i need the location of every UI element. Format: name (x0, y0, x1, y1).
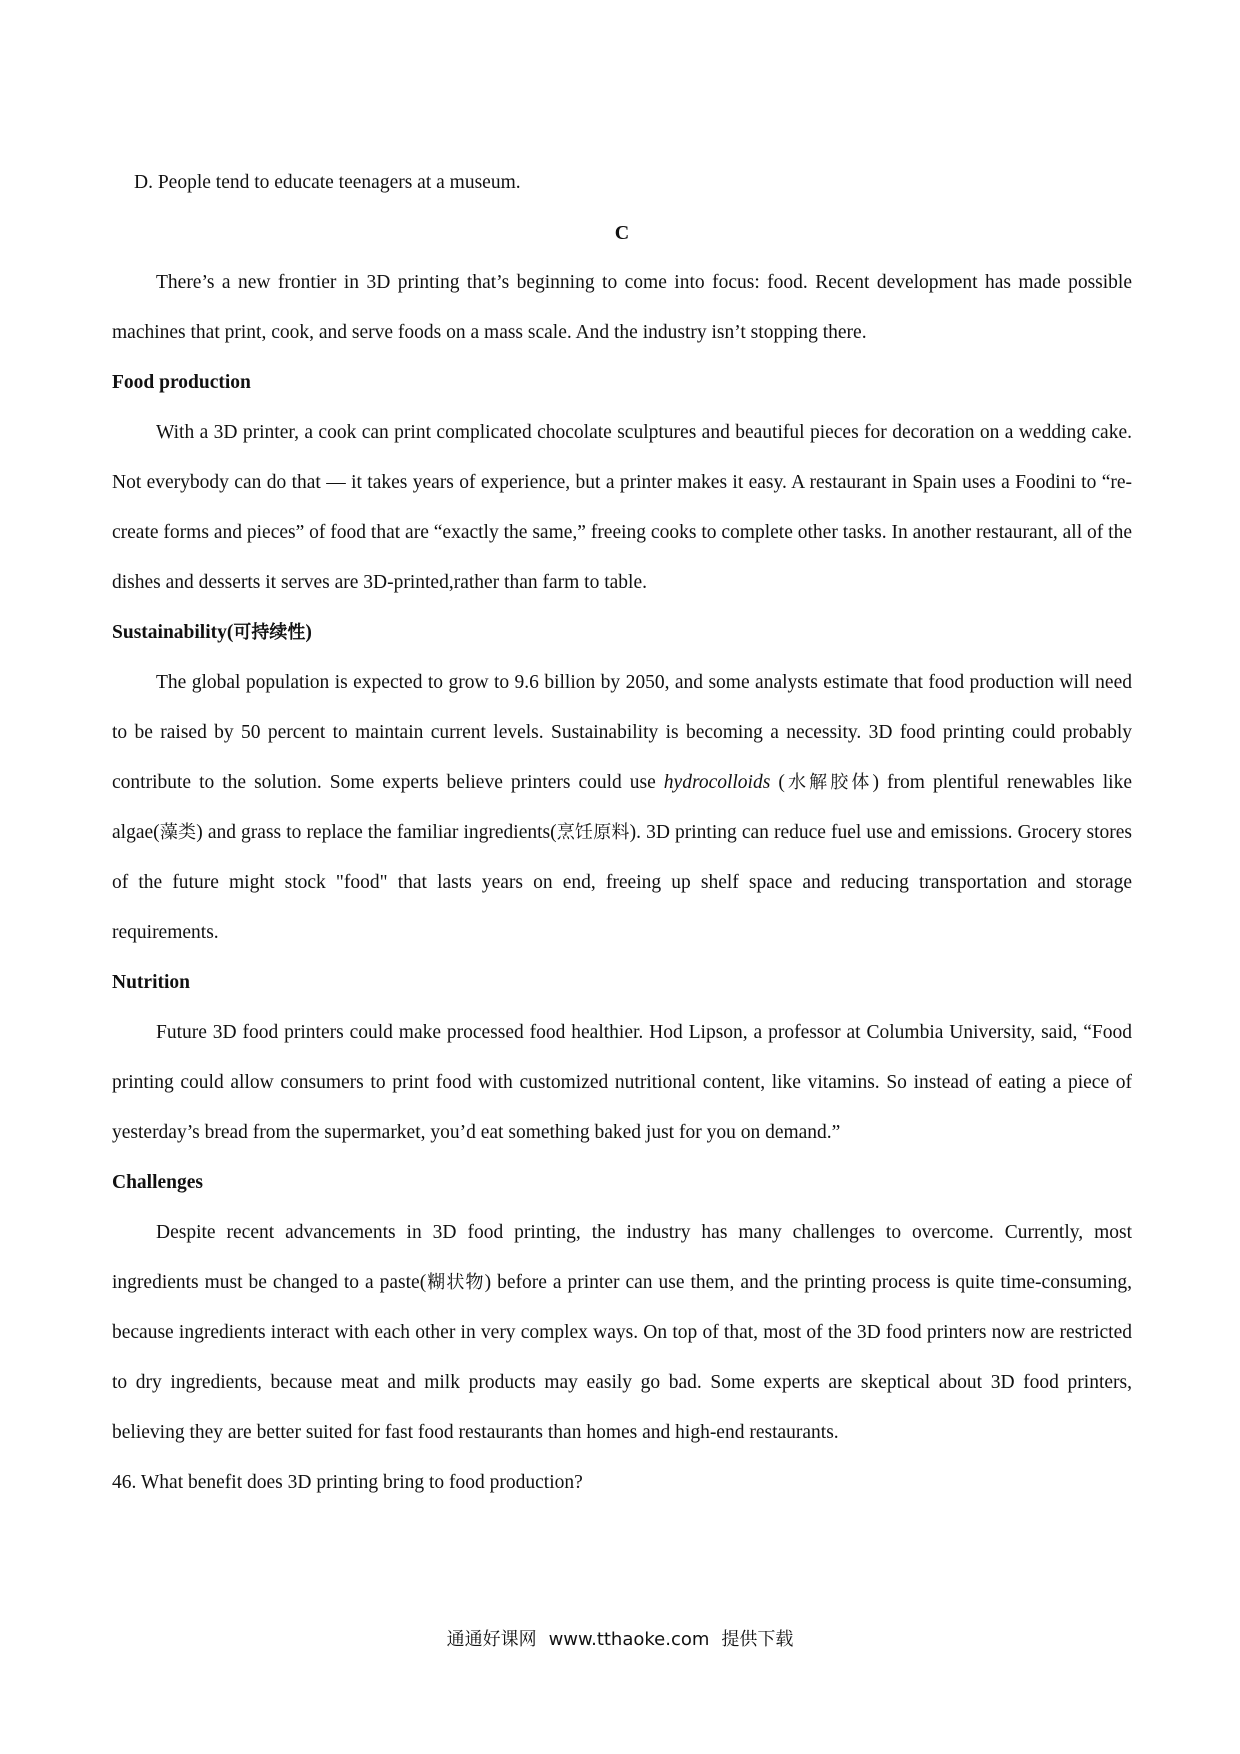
challenges-paragraph (112, 1208, 1132, 1458)
heading-sustainability-cn: 可持续性 (233, 622, 306, 643)
heading-sustainability (112, 608, 1132, 658)
sustainability-cn-3: 烹饪原料 (556, 822, 630, 843)
footer-note: 提供下载 (721, 1629, 794, 1650)
sustainability-text-2: ( (770, 772, 785, 793)
heading-challenges: Challenges (112, 1172, 204, 1193)
sustainability-paragraph (112, 658, 1132, 958)
answer-option-d: D. People tend to educate teenagers at a museum. (134, 172, 521, 193)
sustainability-cn-1: 水解胶体 (784, 772, 873, 793)
footer-site-name: 通通好课网 (446, 1629, 537, 1650)
challenges-text-2: ) before a printer can use them, and the printing process is quite time-consuming, because ingredients interact with each other in very complex ways. On top of that, most of the 3D food printers now are restricted to dry ingredients, because meat and milk products may easily go bad. Some experts are skeptical about 3D food printers, believing they are better suited for fast food restaurants than homes and high-end restaurants. (112, 1272, 1133, 1443)
nutrition-paragraph: Future 3D food printers could make processed food healthier. Hod Lipson, a professor at Columbia University, said, “Food printing could allow consumers to print food with customized nutritional content, like vitamins. So instead of eating a piece of yesterday’s bread from the supermarket, you’d eat something baked just for you on demand.” (112, 1022, 1132, 1143)
section-letter: C (614, 222, 630, 244)
sustainability-text-3: ) from plentiful renewables like algae( (112, 772, 1132, 843)
food-production-paragraph: With a 3D printer, a cook can print complicated chocolate sculptures and beautiful pieces for decoration on a wedding cake. Not everybody can do that — it takes years of experience, but a printer makes it easy. A restaurant in Spain uses a Foodini to “re-create forms and pieces” of food that are “exactly the same,” freeing cooks to complete other tasks. In another restaurant, all of the dishes and desserts it serves are 3D-printed,rather than farm to table. (112, 422, 1132, 593)
sustainability-text-5: ). 3D printing can reduce fuel use and emissions. Grocery stores of the future might stock "food" that lasts years on end, freeing up shelf space and reducing transportation and storage requirements. (112, 822, 1133, 943)
heading-nutrition: Nutrition (112, 972, 190, 993)
page-footer (0, 1625, 1240, 1651)
heading-sustainability-text: Sustainability( (112, 622, 234, 643)
challenges-cn: 糊状物 (426, 1272, 485, 1293)
sustainability-text-1: The global population is expected to grow to 9.6 billion by 2050, and some analysts estimate that food production will need to be raised by 50 percent to maintain current levels. Sustainability is becoming a necessity. 3D food printing could probably contribute to the solution. Some experts believe printers could use (112, 672, 1132, 793)
footer-url[interactable]: www.tthaoke.com (548, 1629, 710, 1650)
heading-sustainability-close: ) (305, 622, 312, 643)
sustainability-cn-2: 藻类 (159, 822, 197, 843)
challenges-text-1: Despite recent advancements in 3D food printing, the industry has many challenges to overcome. Currently, most ingredients must be changed to a paste( (112, 1222, 1132, 1293)
question-46: 46. What benefit does 3D printing bring to food production? (112, 1472, 583, 1493)
intro-paragraph: There’s a new frontier in 3D printing that’s beginning to come into focus: food. Recent development has made possible machines that print, cook, and serve foods on a mass scale. And the industry isn’t stopping there. (112, 272, 1132, 343)
heading-food-production: Food production (112, 372, 251, 393)
sustainability-italic-term: hydrocolloids (663, 772, 771, 793)
document-content (112, 158, 1132, 1508)
sustainability-text-4: ) and grass to replace the familiar ingredients( (196, 822, 557, 843)
